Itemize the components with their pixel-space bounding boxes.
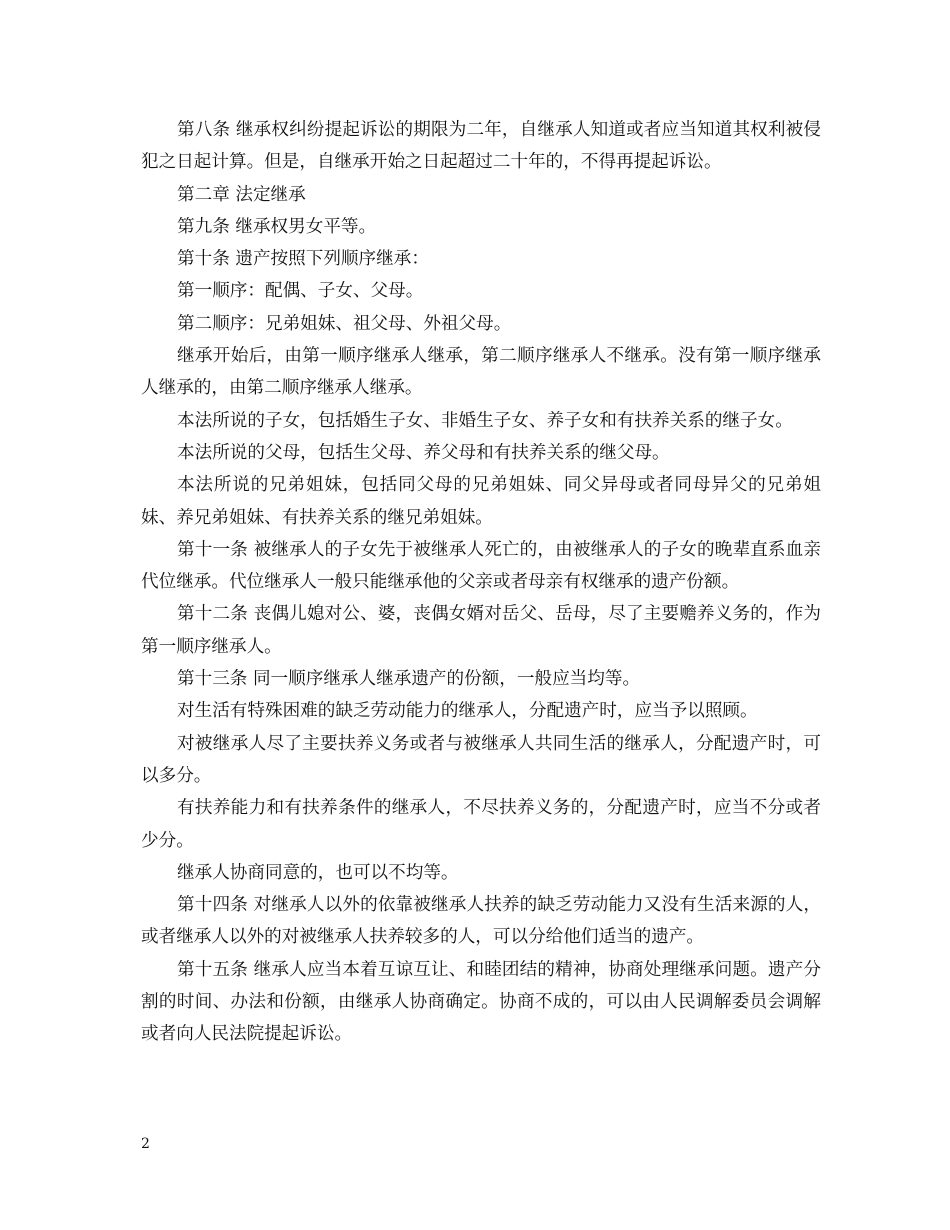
paragraph-second-order: 第二顺序：兄弟姐妹、祖父母、外祖父母。 bbox=[177, 313, 512, 334]
paragraph-article-9: 第九条 继承权男女平等。 bbox=[177, 216, 377, 237]
paragraph-article-8: 第八条 继承权纠纷提起诉讼的期限为二年，自继承人知道或者应当知道其权利被侵犯之日起计算。但是，自继承开始之日起超过二十年的，不得再提起诉讼。 bbox=[141, 120, 821, 173]
paragraph-no-support: 有扶养能力和有扶养条件的继承人，不尽扶养义务的，分配遗产时，应当不分或者少分。 bbox=[141, 798, 821, 851]
paragraph-article-12: 第十二条 丧偶儿媳对公、婆，丧偶女婿对岳父、岳母，尽了主要赡养义务的，作为第一顺序继承人。 bbox=[141, 604, 821, 657]
paragraph-first-order: 第一顺序：配偶、子女、父母。 bbox=[177, 281, 424, 302]
chapter-2-heading: 第二章 法定继承 bbox=[177, 184, 306, 205]
page-number: 2 bbox=[141, 1136, 150, 1152]
paragraph-main-support: 对被继承人尽了主要扶养义务或者与被继承人共同生活的继承人，分配遗产时，可以多分。 bbox=[141, 733, 821, 786]
document-body bbox=[141, 114, 821, 1051]
paragraph-agreement: 继承人协商同意的，也可以不均等。 bbox=[177, 862, 459, 883]
paragraph-article-15: 第十五条 继承人应当本着互谅互让、和睦团结的精神，协商处理继承问题。遗产分割的时间、办法和份额，由继承人协商确定。协商不成的，可以由人民调解委员会调解或者向人民法院提起诉讼。 bbox=[141, 959, 821, 1045]
paragraph-article-14: 第十四条 对继承人以外的依靠被继承人扶养的缺乏劳动能力又没有生活来源的人，或者继承人以外的对被继承人扶养较多的人，可以分给他们适当的遗产。 bbox=[141, 895, 821, 948]
paragraph-inheritance-order: 继承开始后，由第一顺序继承人继承，第二顺序继承人不继承。没有第一顺序继承人继承的，由第二顺序继承人继承。 bbox=[141, 346, 821, 399]
paragraph-children-definition: 本法所说的子女，包括婚生子女、非婚生子女、养子女和有扶养关系的继子女。 bbox=[177, 410, 793, 431]
paragraph-siblings-definition: 本法所说的兄弟姐妹，包括同父母的兄弟姐妹、同父异母或者同母异父的兄弟姐妹、养兄弟姐妹、有扶养关系的继兄弟姐妹。 bbox=[141, 475, 821, 528]
paragraph-parents-definition: 本法所说的父母，包括生父母、养父母和有扶养关系的继父母。 bbox=[177, 442, 670, 463]
paragraph-article-11: 第十一条 被继承人的子女先于被继承人死亡的，由被继承人的子女的晚辈直系血亲代位继承。代位继承人一般只能继承他的父亲或者母亲有权继承的遗产份额。 bbox=[141, 539, 821, 593]
paragraph-special-difficulty: 对生活有特殊困难的缺乏劳动能力的继承人，分配遗产时，应当予以照顾。 bbox=[177, 701, 758, 722]
paragraph-article-10: 第十条 遗产按照下列顺序继承： bbox=[177, 249, 429, 270]
paragraph-article-13: 第十三条 同一顺序继承人继承遗产的份额，一般应当均等。 bbox=[177, 669, 641, 690]
